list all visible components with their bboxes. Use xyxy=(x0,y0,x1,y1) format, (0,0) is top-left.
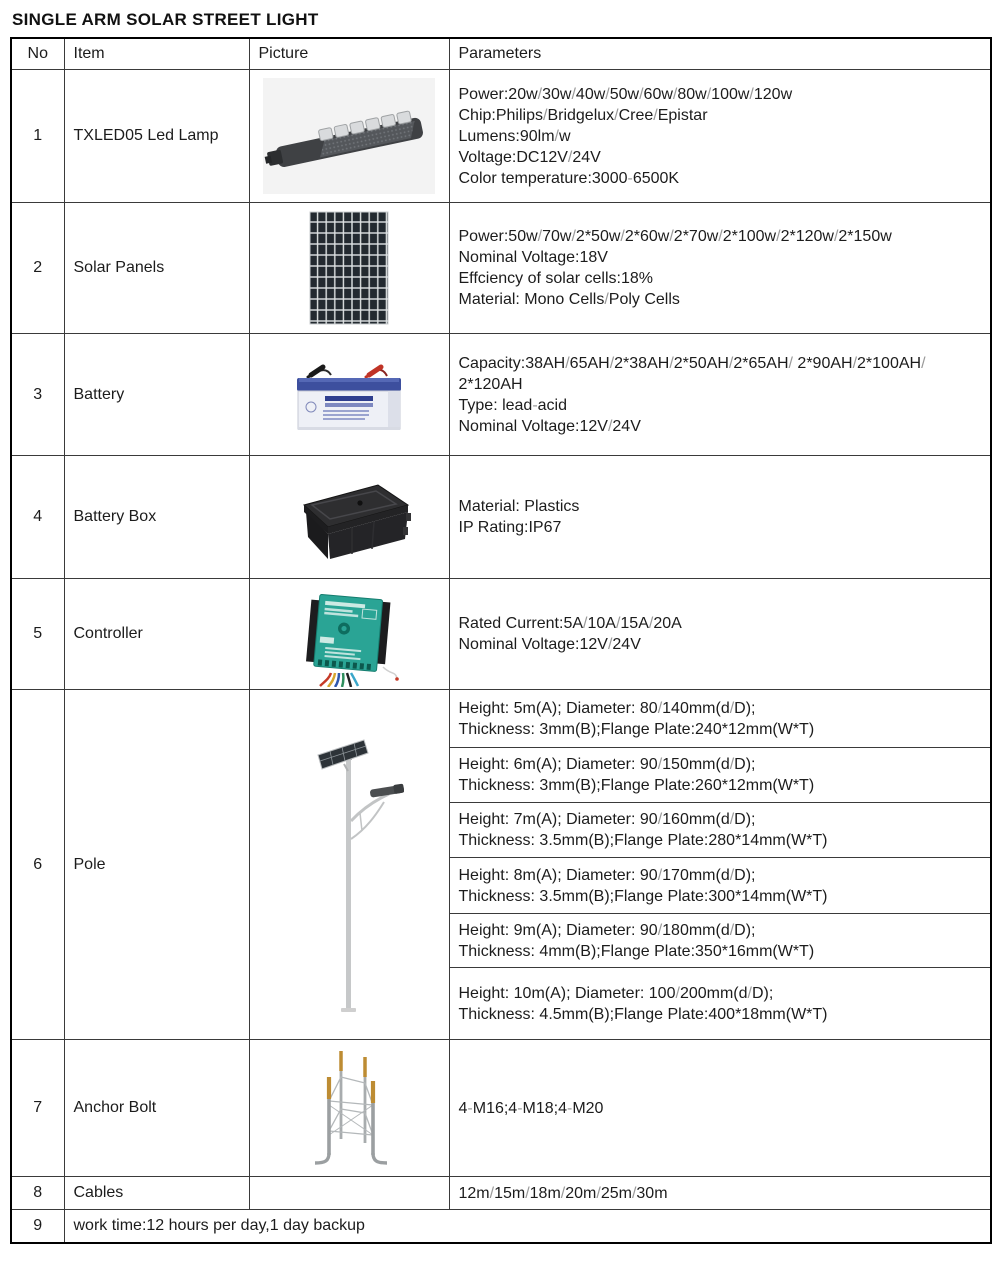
param-line: Voltage:DC12V/24V xyxy=(458,148,601,166)
param-line: Height: 8m(A); Diameter: 90/170mm(d/D); xyxy=(458,866,756,884)
cell-picture xyxy=(249,70,449,203)
param-line: Height: 7m(A); Diameter: 90/160mm(d/D); xyxy=(458,811,756,828)
param-line: Material: Plastics xyxy=(458,498,580,515)
cell-parameters xyxy=(449,456,991,579)
cell-item: Cables xyxy=(64,1177,249,1210)
param-line: Nominal Voltage:18V xyxy=(458,249,608,266)
anchor-bolt-image xyxy=(297,1047,401,1169)
table-row-8 xyxy=(11,1177,991,1210)
cell-parameters xyxy=(449,914,991,968)
cell-picture xyxy=(249,579,449,690)
cell-no: 9 xyxy=(11,1210,64,1243)
param-line: Lumens:90lm/w xyxy=(458,127,571,145)
cell-no: 7 xyxy=(11,1040,64,1177)
param-line: Rated Current:5A/10A/15A/20A xyxy=(458,615,682,632)
cell-picture xyxy=(249,1040,449,1177)
cell-parameters xyxy=(449,203,991,334)
param-line: Nominal Voltage:12V/24V xyxy=(458,417,641,435)
column-header-no: No xyxy=(11,38,64,70)
param-line: Power:50w/70w/2*50w/2*60w/2*70w/2*100w/2*120w/2*150w xyxy=(458,228,892,245)
cell-parameters xyxy=(449,748,991,803)
param-line: 12m/15m/18m/20m/25m/30m xyxy=(458,1184,668,1202)
cell-parameters xyxy=(449,858,991,914)
cell-picture xyxy=(249,1177,449,1210)
param-line: Thickness: 4.5mm(B);Flange Plate:400*18mm(W*T) xyxy=(458,1005,828,1023)
table-row-9 xyxy=(11,1210,991,1243)
cell-no: 8 xyxy=(11,1177,64,1210)
param-line: Height: 6m(A); Diameter: 90/150mm(d/D); xyxy=(458,756,756,773)
param-line: Thickness: 3.5mm(B);Flange Plate:280*14mm(W*T) xyxy=(458,832,828,849)
cell-no: 1 xyxy=(11,70,64,203)
param-line: IP Rating:IP67 xyxy=(458,519,562,536)
table-row-3 xyxy=(11,334,991,456)
table-row-7 xyxy=(11,1040,991,1177)
param-line: Height: 5m(A); Diameter: 80/140mm(d/D); xyxy=(458,699,756,717)
cell-parameters xyxy=(449,1040,991,1177)
table-row-4 xyxy=(11,456,991,579)
cell-worktime: work time:12 hours per day,1 day backup xyxy=(64,1210,991,1243)
controller-image xyxy=(287,581,411,687)
param-line: Material: Mono Cells/Poly Cells xyxy=(458,291,680,308)
cell-item: Anchor Bolt xyxy=(64,1040,249,1177)
column-header-parameters: Parameters xyxy=(449,38,991,70)
column-header-item: Item xyxy=(64,38,249,70)
led-lamp-image xyxy=(263,78,435,194)
column-header-picture: Picture xyxy=(249,38,449,70)
solar-panel-image xyxy=(309,211,389,325)
cell-picture xyxy=(249,690,449,1040)
param-line: Power:20w/30w/40w/50w/60w/80w/100w/120w xyxy=(458,85,793,103)
param-line: Type: lead-acid xyxy=(458,396,568,414)
cell-no: 5 xyxy=(11,579,64,690)
param-line: Nominal Voltage:12V/24V xyxy=(458,636,641,653)
page-title: SINGLE ARM SOLAR STREET LIGHT xyxy=(12,10,319,29)
cell-no: 3 xyxy=(11,334,64,456)
pole-image xyxy=(294,709,404,1021)
header-row xyxy=(11,38,991,70)
param-line: Height: 10m(A); Diameter: 100/200mm(d/D); xyxy=(458,984,774,1002)
cell-item: Pole xyxy=(64,690,249,1040)
spec-table xyxy=(10,37,992,1244)
cell-item: Solar Panels xyxy=(64,203,249,334)
cell-item: Battery xyxy=(64,334,249,456)
param-line: Thickness: 3mm(B);Flange Plate:260*12mm(W*T) xyxy=(458,777,815,794)
cell-no: 6 xyxy=(11,690,64,1040)
cell-no: 4 xyxy=(11,456,64,579)
cell-picture xyxy=(249,456,449,579)
cell-picture xyxy=(249,203,449,334)
param-line: Color temperature:3000-6500K xyxy=(458,169,680,187)
cell-picture xyxy=(249,334,449,456)
cell-parameters xyxy=(449,579,991,690)
battery-image xyxy=(283,354,415,436)
param-line: 4-M16;4-M18;4-M20 xyxy=(458,1099,604,1117)
param-line: Capacity:38AH/65AH/2*38AH/2*50AH/2*65AH/ 2*90AH/2*100AH/ 2*120AH xyxy=(458,354,926,393)
table-row-1 xyxy=(11,70,991,203)
param-line: Height: 9m(A); Diameter: 90/180mm(d/D); xyxy=(458,921,756,939)
cell-parameters xyxy=(449,1177,991,1210)
table-row-2 xyxy=(11,203,991,334)
battery-box-image xyxy=(282,473,416,561)
param-line: Effciency of solar cells:18% xyxy=(458,270,653,287)
table-row-6 xyxy=(11,690,991,748)
param-line: Thickness: 3mm(B);Flange Plate:240*12mm(W*T) xyxy=(458,720,815,738)
param-line: Chip:Philips/Bridgelux/Cree/Epistar xyxy=(458,106,708,124)
table-row-5 xyxy=(11,579,991,690)
param-line: Thickness: 3.5mm(B);Flange Plate:300*14mm(W*T) xyxy=(458,887,828,905)
param-line: Thickness: 4mm(B);Flange Plate:350*16mm(W*T) xyxy=(458,942,815,960)
cell-parameters xyxy=(449,803,991,858)
cell-no: 2 xyxy=(11,203,64,334)
cell-parameters xyxy=(449,690,991,748)
cell-parameters xyxy=(449,70,991,203)
cell-item: Controller xyxy=(64,579,249,690)
cell-parameters xyxy=(449,334,991,456)
cell-item: Battery Box xyxy=(64,456,249,579)
cell-parameters xyxy=(449,968,991,1040)
cell-item: TXLED05 Led Lamp xyxy=(64,70,249,203)
